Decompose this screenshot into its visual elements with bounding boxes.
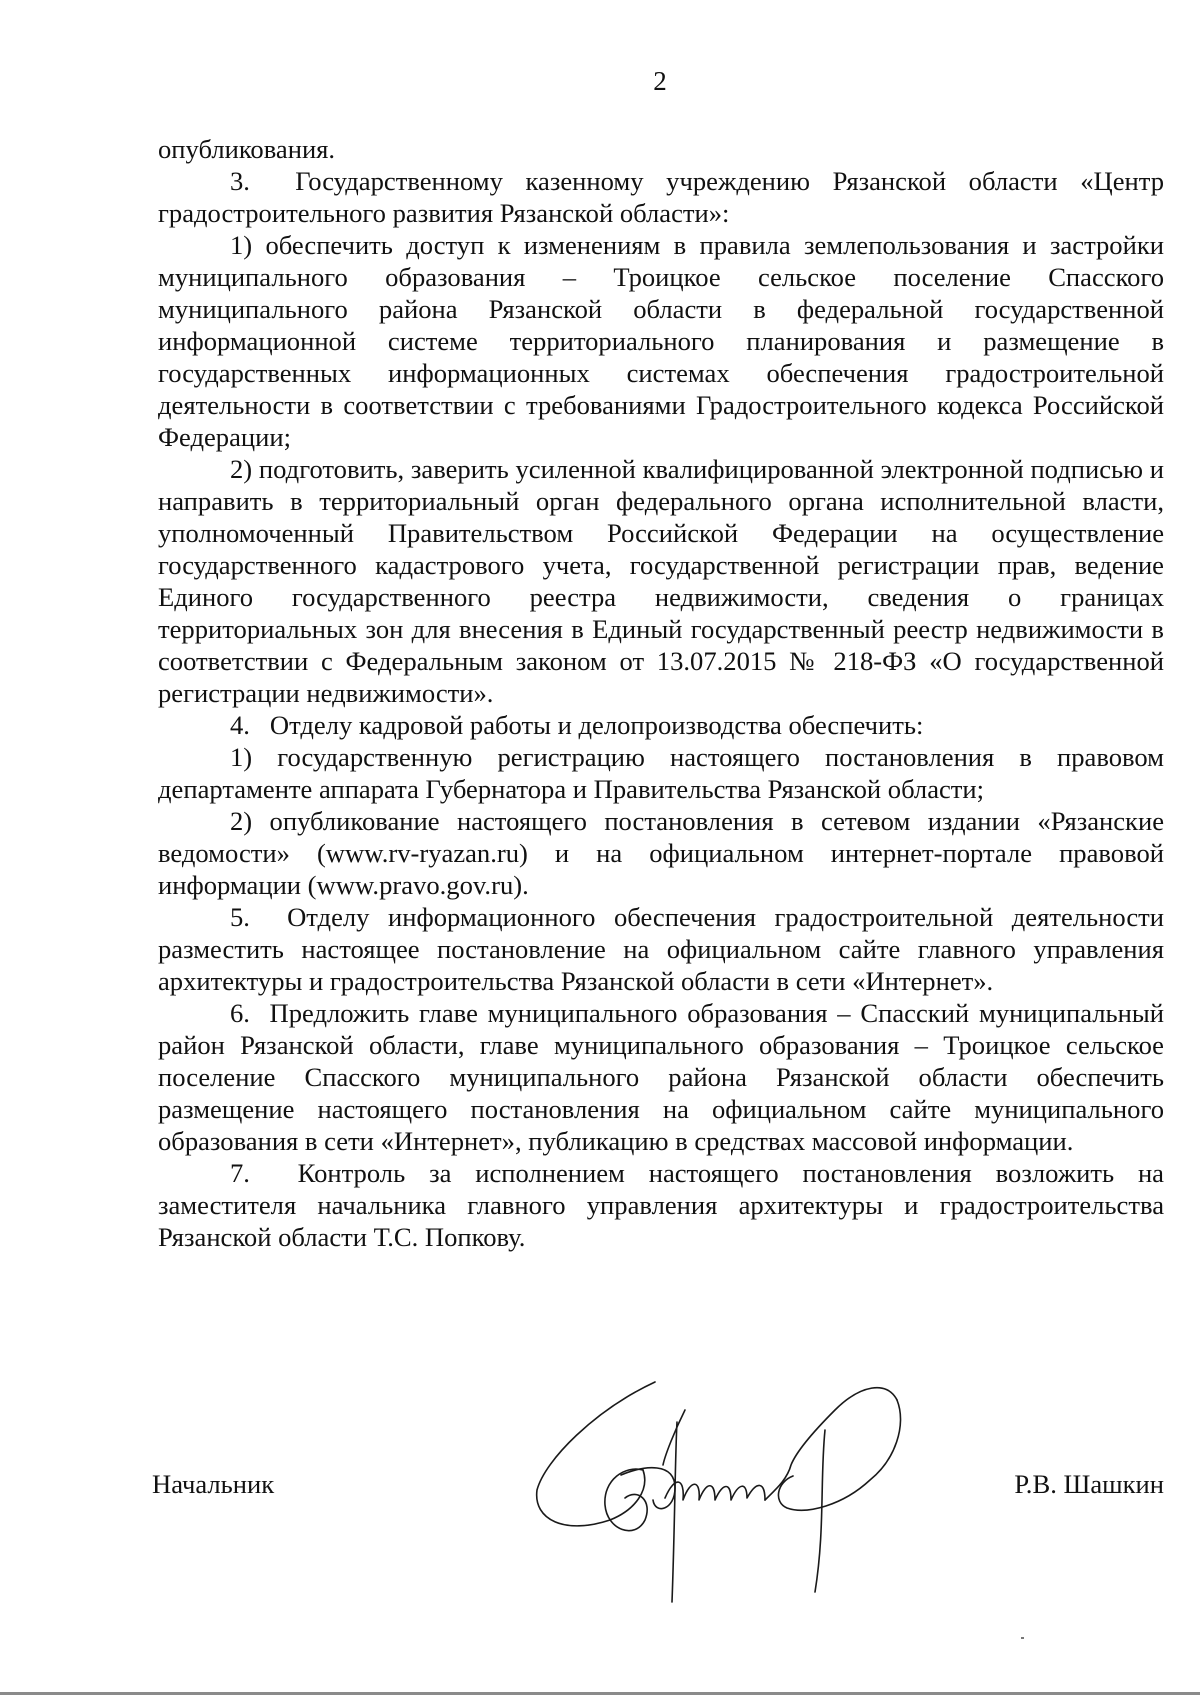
signatory-name: Р.В. Шашкин <box>1014 1469 1164 1499</box>
paragraph: 3. Государственному казенному учреждению Рязанской области «Центр градостроительного развития Рязанской области»: <box>158 166 1164 228</box>
paragraph: 7. Контроль за исполнением настоящего постановления возложить на заместителя начальника главного управления архитектуры и градостроительства Рязанской области Т.С. Попкову. <box>158 1158 1164 1252</box>
signatory-title: Начальник <box>152 1469 275 1499</box>
paragraph: 5. Отделу информационного обеспечения градостроительной деятельности разместить настоящее постановление на официальном сайте главного управления архитектуры и градостроительства Рязанской области в сети «Интернет». <box>158 902 1164 996</box>
paragraph: 1) государственную регистрацию настоящего постановления в правовом департаменте аппарата Губернатора и Правительства Рязанской области; <box>158 742 1164 804</box>
paragraph: 4. Отделу кадровой работы и делопроизводства обеспечить: <box>230 710 924 740</box>
paragraph: 6. Предложить главе муниципального образования – Спасский муниципальный район Рязанской области, главе муниципального образования – Троицкое сельское поселение Спасского муниципального района Рязанской области обеспечить размещение настоящего постановления на официальном сайте муниципального образования в сети «Интернет», публикацию в средствах массовой информации. <box>158 998 1164 1156</box>
document-body <box>158 133 1164 1253</box>
handwritten-signature <box>525 1370 925 1610</box>
page-number: 2 <box>653 66 667 96</box>
scan-speck <box>1021 1637 1024 1639</box>
paragraph: 1) обеспечить доступ к изменениям в правила землепользования и застройки муниципального образования – Троицкое сельское поселение Спасского муниципального района Рязанской области в федеральной государственной информационной системе территориального планирования и размещение в государственных информационных системах обеспечения градостроительной деятельности в соответствии с требованиями Градостроительного кодекса Российской Федерации; <box>158 230 1164 452</box>
scan-edge-line <box>0 1692 1200 1695</box>
paragraph: опубликования. <box>158 134 336 164</box>
paragraph: 2) подготовить, заверить усиленной квалифицированной электронной подписью и направить в территориальный орган федерального органа исполнительной власти, уполномоченный Правительством Российской Федерации на осуществление государственного кадастрового учета, государственной регистрации прав, ведение Единого государственного реестра недвижимости, сведения о границах территориальных зон для внесения в Единый государственный реестр недвижимости в соответствии с Федеральным законом от 13.07.2015 № 218-ФЗ «О государственной регистрации недвижимости». <box>158 454 1164 708</box>
paragraph: 2) опубликование настоящего постановления в сетевом издании «Рязанские ведомости» (www.rv-ryazan.ru) и на официальном интернет-портале правовой информации (www.pravo.gov.ru). <box>158 806 1164 900</box>
